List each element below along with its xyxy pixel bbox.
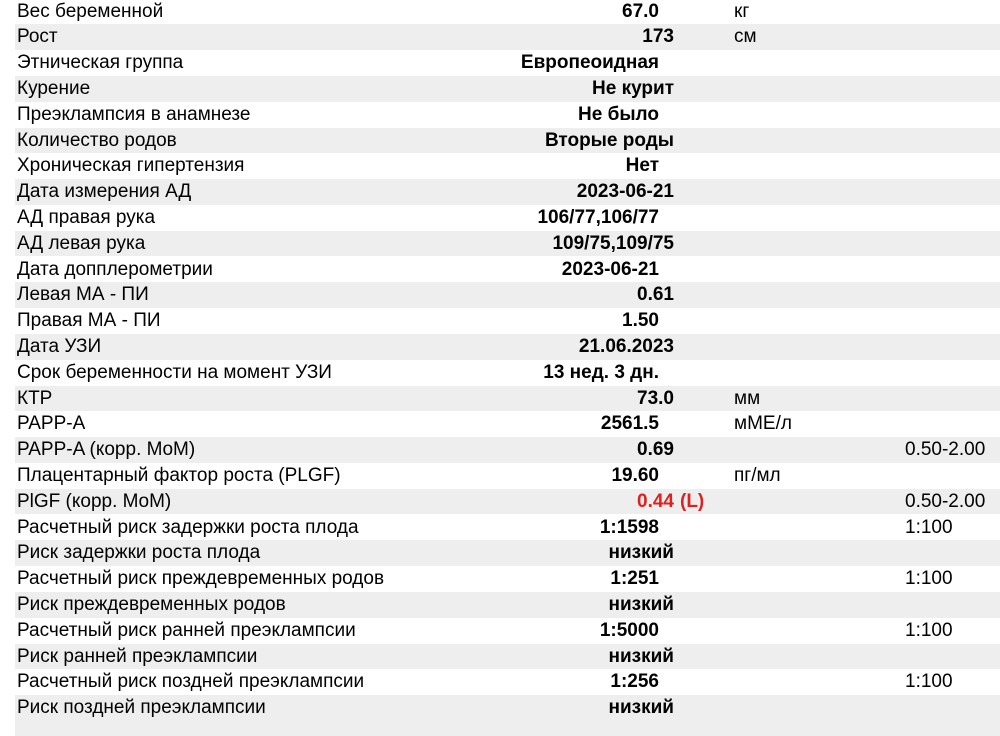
table-row xyxy=(0,308,1000,334)
table-row xyxy=(0,257,1000,283)
row-label: PAPP-A (корр. MoM) xyxy=(17,439,196,461)
row-label: Дата измерения АД xyxy=(17,181,192,203)
row-value: низкий xyxy=(608,542,674,564)
row-label: Количество родов xyxy=(17,129,177,151)
row-reference: 1:100 xyxy=(905,671,953,693)
table-row xyxy=(0,411,1000,437)
row-label: Левая МА - ПИ xyxy=(17,284,149,306)
row-unit: мМЕ/л xyxy=(734,413,792,435)
row-label: PAPP-A xyxy=(17,413,86,435)
row-value: 1.50 xyxy=(622,310,659,332)
row-label: Преэклампсия в анамнезе xyxy=(17,103,251,125)
table-row xyxy=(0,153,1000,179)
row-label: КТР xyxy=(17,387,53,409)
row-label: Риск задержки роста плода xyxy=(17,542,261,564)
row-reference: 0.50-2.00 xyxy=(905,490,986,512)
row-shade-strip xyxy=(15,719,1000,736)
row-label: Риск поздней преэклампсии xyxy=(17,697,266,719)
row-label: Вес беременной xyxy=(17,0,164,22)
table-row xyxy=(15,540,1000,566)
row-value: 21.06.2023 xyxy=(578,335,674,357)
table-row xyxy=(15,334,1000,360)
row-label: Расчетный риск преждевременных родов xyxy=(17,568,385,590)
row-reference: 1:100 xyxy=(905,516,953,538)
table-row xyxy=(0,360,1000,386)
row-label: Риск преждевременных родов xyxy=(17,593,286,615)
table-row xyxy=(15,76,1000,102)
table-row xyxy=(0,50,1000,76)
row-label: Курение xyxy=(17,77,91,99)
row-reference: 1:100 xyxy=(905,568,953,590)
row-label: Правая МА - ПИ xyxy=(17,310,161,332)
row-value: 0.61 xyxy=(637,284,674,306)
table-row xyxy=(0,0,1000,24)
row-unit: мм xyxy=(734,387,761,409)
row-label: АД левая рука xyxy=(17,232,146,254)
table-row xyxy=(0,669,1000,695)
row-label: Дата УЗИ xyxy=(17,335,102,357)
table-row xyxy=(0,618,1000,644)
row-value: 106/77,106/77 xyxy=(537,206,659,228)
table-row xyxy=(0,566,1000,592)
row-value: 2023-06-21 xyxy=(561,258,659,280)
row-value: 173 xyxy=(642,26,674,48)
row-unit: пг/мл xyxy=(734,464,781,486)
row-label: Риск ранней преэклампсии xyxy=(17,645,258,667)
row-unit: см xyxy=(734,26,757,48)
row-value: 13 нед. 3 дн. xyxy=(543,361,659,383)
row-value: Не было xyxy=(578,103,659,125)
table-row xyxy=(15,179,1000,205)
row-label: PlGF (корр. MoM) xyxy=(17,490,172,512)
row-value: Не курит xyxy=(592,77,674,99)
row-label: Расчетный риск поздней преэклампсии xyxy=(17,671,365,693)
row-value: 67.0 xyxy=(622,0,659,22)
row-label: Этническая группа xyxy=(17,52,184,74)
row-label: Плацентарный фактор роста (PLGF) xyxy=(17,464,341,486)
table-row xyxy=(15,282,1000,308)
table-row xyxy=(15,644,1000,670)
row-label: Расчетный риск задержки роста плода xyxy=(17,516,359,538)
row-value: Нет xyxy=(625,155,659,177)
row-label: Срок беременности на момент УЗИ xyxy=(17,361,332,383)
row-value: низкий xyxy=(608,593,674,615)
row-value: 0.69 xyxy=(637,439,674,461)
row-label: Хроническая гипертензия xyxy=(17,155,245,177)
row-value: 109/75,109/75 xyxy=(552,232,674,254)
row-value: Европеоидная xyxy=(520,52,659,74)
table-row xyxy=(15,24,1000,50)
table-row xyxy=(0,515,1000,541)
table-row xyxy=(15,437,1000,463)
row-value: Вторые роды xyxy=(544,129,674,151)
table-row xyxy=(15,592,1000,618)
row-value: 1:1598 xyxy=(599,516,659,538)
row-label: Расчетный риск ранней преэклампсии xyxy=(17,619,356,641)
row-value: 1:251 xyxy=(610,568,659,590)
table-row xyxy=(0,102,1000,128)
table-row xyxy=(0,463,1000,489)
row-value: низкий xyxy=(608,645,674,667)
row-flag: (L) xyxy=(680,490,705,512)
row-label: АД правая рука xyxy=(17,206,156,228)
table-row xyxy=(15,695,1000,721)
row-value: 1:256 xyxy=(610,671,659,693)
row-reference: 1:100 xyxy=(905,619,953,641)
table-row xyxy=(15,128,1000,154)
row-reference: 0.50-2.00 xyxy=(905,439,986,461)
row-value: 2561.5 xyxy=(600,413,659,435)
row-label: Дата допплерометрии xyxy=(17,258,213,280)
table-row xyxy=(0,205,1000,231)
row-value: 73.0 xyxy=(637,387,674,409)
table-row xyxy=(15,386,1000,412)
row-value: 19.60 xyxy=(611,464,659,486)
row-value: 2023-06-21 xyxy=(576,181,674,203)
row-value: низкий xyxy=(608,697,674,719)
row-value: 0.44 xyxy=(637,490,674,512)
table-row xyxy=(15,231,1000,257)
table-row xyxy=(15,489,1000,515)
row-label: Рост xyxy=(17,26,58,48)
row-value: 1:5000 xyxy=(599,619,659,641)
row-unit: кг xyxy=(734,0,750,22)
